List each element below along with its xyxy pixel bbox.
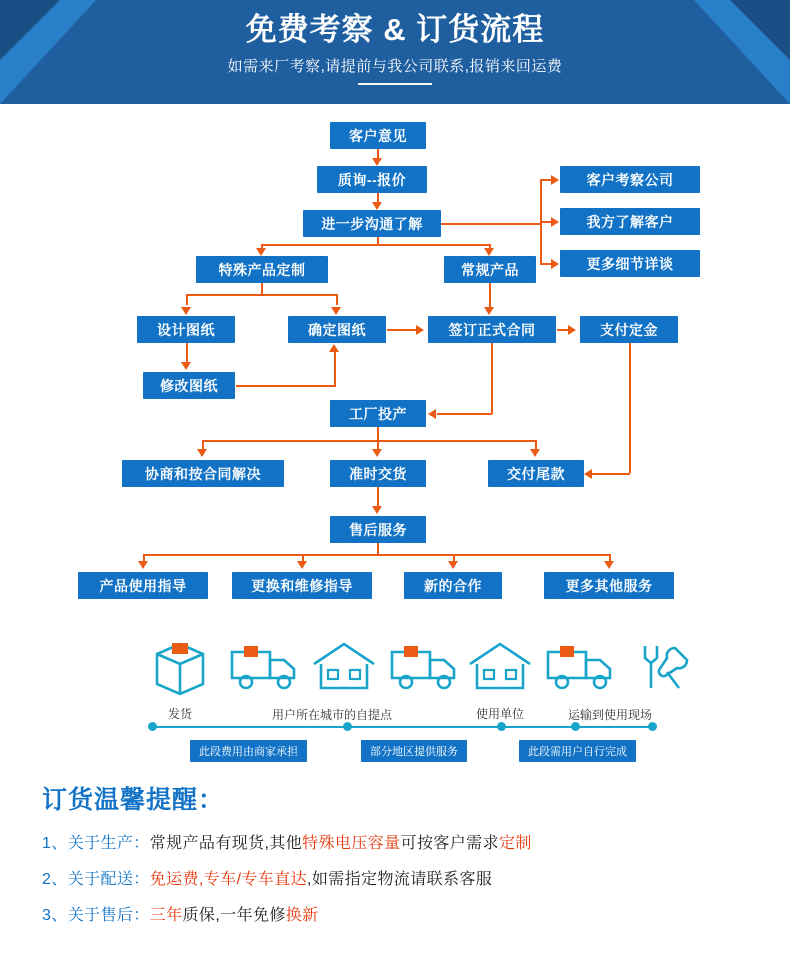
connector-line	[535, 440, 537, 449]
connector-line	[334, 351, 336, 386]
connector-arrow	[416, 325, 424, 335]
truck-icon	[226, 638, 302, 696]
note-item-production	[42, 830, 790, 853]
connector-line	[453, 554, 455, 561]
connector-arrow	[372, 202, 382, 210]
delivery-step-house-1	[302, 638, 386, 701]
connector-arrow	[484, 307, 494, 315]
connector-line	[377, 440, 379, 449]
note-text-highlight: 特殊电压容量	[302, 835, 401, 852]
connector-arrow	[551, 259, 559, 269]
connector-line	[336, 294, 338, 305]
flow-node-customer-feedback[interactable]: 客户意见	[330, 122, 426, 149]
connector-line	[592, 473, 630, 475]
flow-node-custom-product[interactable]: 特殊产品定制	[196, 256, 328, 283]
connector-line	[186, 294, 337, 296]
connector-arrow	[428, 409, 436, 419]
connector-arrow	[551, 217, 559, 227]
flow-node-sign-contract[interactable]: 签订正式合同	[428, 316, 556, 343]
delivery-step-install	[618, 638, 702, 701]
connector-line	[186, 343, 188, 363]
connector-arrow	[584, 469, 592, 479]
flow-node-negotiate-resolution[interactable]: 协商和按合同解决	[122, 460, 284, 487]
flow-node-customer-visit[interactable]: 客户考察公司	[560, 166, 700, 193]
connector-arrow	[329, 344, 339, 352]
connector-arrow	[568, 325, 576, 335]
connector-arrow	[372, 158, 382, 166]
flow-node-inquiry-quote[interactable]: 质询--报价	[317, 166, 427, 193]
connector-arrow	[181, 307, 191, 315]
delivery-step-label: 用户所在城市的自提点	[271, 708, 392, 722]
delivery-step-label: 运输到使用现场	[567, 708, 652, 722]
connector-line	[143, 554, 609, 556]
house-icon	[308, 638, 380, 696]
connector-arrow	[297, 561, 307, 569]
note-text: ,如需指定物流请联系客服	[307, 871, 493, 888]
note-number: 2、	[42, 871, 68, 888]
truck-icon	[542, 638, 618, 696]
header-divider	[358, 83, 432, 85]
note-item-shipping	[42, 866, 790, 889]
delivery-step-truck-3	[538, 638, 622, 701]
timeline-tag: 部分地区提供服务	[361, 740, 467, 762]
note-text: 可按客户需求	[400, 835, 499, 852]
connector-arrow	[604, 561, 614, 569]
flow-node-standard-product[interactable]: 常规产品	[444, 256, 536, 283]
flow-node-detail-discussion[interactable]: 更多细节详谈	[560, 250, 700, 277]
flow-node-final-payment[interactable]: 交付尾款	[488, 460, 584, 487]
connector-arrow	[372, 506, 382, 514]
connector-line	[441, 223, 541, 225]
timeline-tag: 此段需用户自行完成	[519, 740, 636, 762]
flow-node-after-sales[interactable]: 售后服务	[330, 516, 426, 543]
notes-title: 订货温馨提醒：	[42, 786, 225, 814]
connector-line	[236, 385, 336, 387]
connector-line	[609, 554, 611, 561]
flow-node-further-communication[interactable]: 进一步沟通了解	[303, 210, 441, 237]
delivery-step-ship	[138, 638, 222, 722]
connector-line	[202, 440, 536, 442]
note-key: 关于配送：	[67, 871, 150, 888]
page-title: 免费考察 & 订货流程	[245, 12, 545, 47]
note-item-aftersales	[42, 902, 790, 925]
flow-node-confirm-drawing[interactable]: 确定图纸	[288, 316, 386, 343]
wrench-icon	[629, 638, 691, 696]
note-text-highlight: 三年	[149, 907, 183, 924]
flow-node-on-time-delivery[interactable]: 准时交货	[330, 460, 426, 487]
connector-arrow	[551, 175, 559, 185]
order-process-flowchart	[0, 104, 790, 634]
order-notes-section	[0, 774, 790, 925]
connector-line	[202, 440, 204, 449]
note-number: 1、	[42, 835, 68, 852]
delivery-step-truck-1	[222, 638, 306, 701]
timeline-dot	[343, 722, 352, 731]
connector-line	[491, 343, 493, 414]
connector-line	[377, 487, 379, 507]
flow-node-design-drawing[interactable]: 设计图纸	[137, 316, 235, 343]
connector-line	[377, 427, 379, 441]
connector-line	[261, 244, 490, 246]
connector-line	[143, 554, 145, 561]
note-key: 关于售后：	[67, 907, 150, 924]
page-subtitle: 如需来厂考察,请提前与我公司联系,报销来回运费	[227, 58, 563, 75]
timeline-dot	[648, 722, 657, 731]
house-icon	[464, 638, 536, 696]
note-text: 质保,一年免修	[182, 907, 286, 924]
connector-arrow	[331, 307, 341, 315]
flow-node-factory-production[interactable]: 工厂投产	[330, 400, 426, 427]
flow-node-replacement-repair[interactable]: 更换和维修指导	[232, 572, 372, 599]
delivery-step-label: 使用单位	[475, 707, 524, 721]
connector-line	[387, 329, 417, 331]
connector-line	[629, 343, 631, 473]
connector-arrow	[448, 561, 458, 569]
timeline-dot	[571, 722, 580, 731]
flow-node-new-cooperation[interactable]: 新的合作	[404, 572, 502, 599]
note-key: 关于生产：	[67, 835, 150, 852]
note-text-highlight: 免运费,专车/专车直达	[149, 871, 308, 888]
connector-arrow	[484, 248, 494, 256]
flow-node-revise-drawing[interactable]: 修改图纸	[143, 372, 235, 399]
delivery-step-truck-2	[382, 638, 466, 701]
flow-node-pay-deposit[interactable]: 支付定金	[580, 316, 678, 343]
truck-icon	[386, 638, 462, 696]
connector-arrow	[530, 449, 540, 457]
timeline-dot	[497, 722, 506, 731]
connector-arrow	[372, 449, 382, 457]
flow-node-understand-customer[interactable]: 我方了解客户	[560, 208, 700, 235]
note-text-highlight: 换新	[285, 907, 319, 924]
connector-line	[437, 413, 492, 415]
box-icon	[149, 638, 211, 696]
connector-arrow	[256, 248, 266, 256]
delivery-step-label: 发货	[167, 707, 192, 721]
timeline-dot	[148, 722, 157, 731]
connector-arrow	[138, 561, 148, 569]
connector-line	[186, 294, 188, 305]
timeline-tag: 此段费用由商家承担	[190, 740, 307, 762]
delivery-timeline	[0, 634, 790, 774]
flow-node-usage-guidance[interactable]: 产品使用指导	[78, 572, 208, 599]
note-text: 常规产品有现货,其他	[149, 835, 303, 852]
connector-arrow	[197, 449, 207, 457]
connector-line	[302, 554, 304, 561]
note-number: 3、	[42, 907, 68, 924]
flow-node-other-services[interactable]: 更多其他服务	[544, 572, 674, 599]
connector-arrow	[181, 362, 191, 370]
page-header	[0, 0, 790, 104]
note-text-highlight: 定制	[498, 835, 532, 852]
